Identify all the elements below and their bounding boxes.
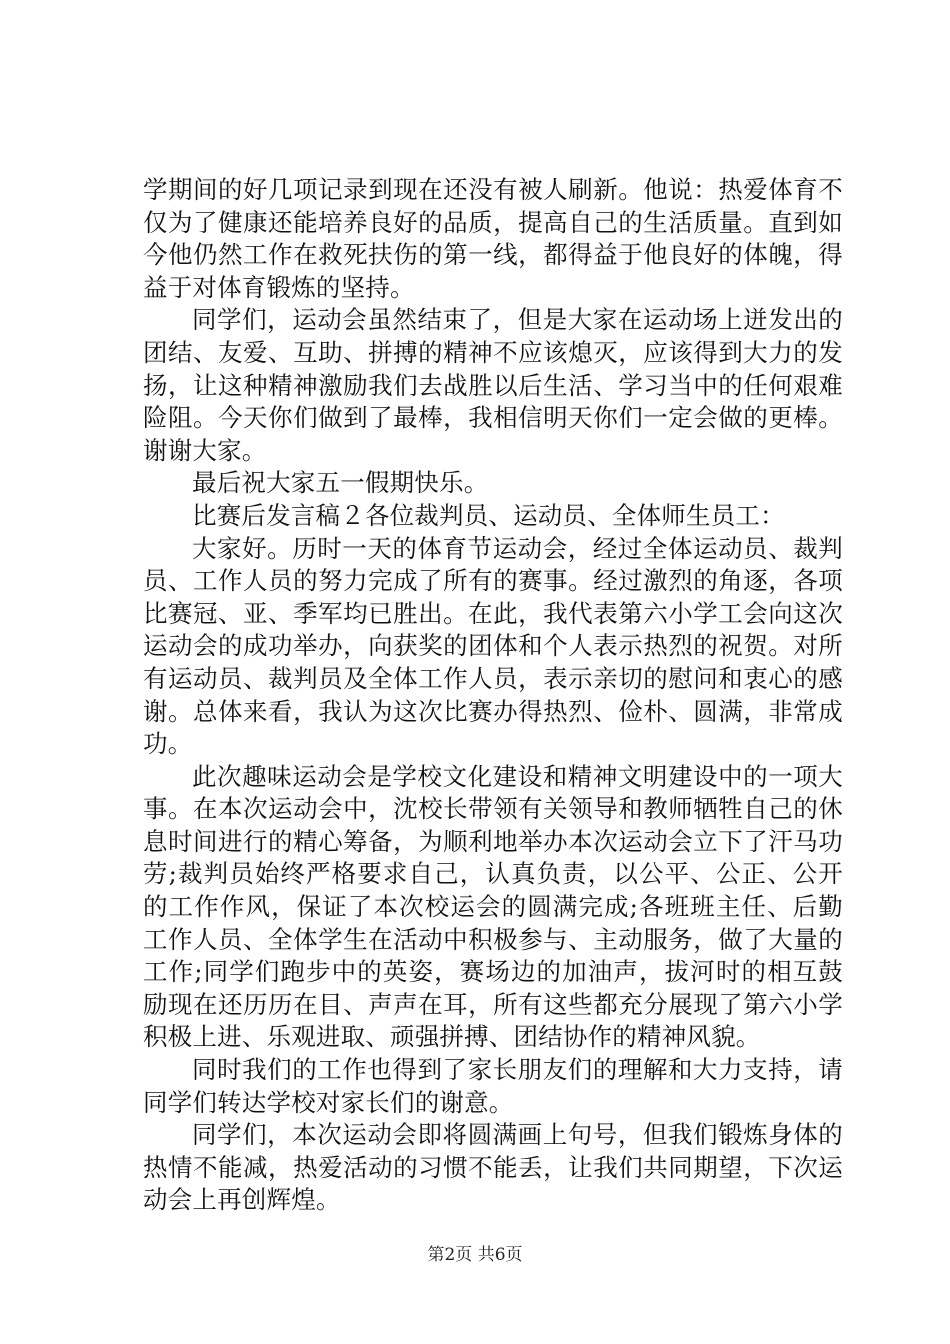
paragraph-8: 同学们，本次运动会即将圆满画上句号，但我们锻炼身体的热情不能减，热爱活动的习惯不能丢，让我们共同期望，下次运动会上再创辉煌。 <box>143 1120 843 1215</box>
paragraph-4: 比赛后发言稿２各位裁判员、运动员、全体师生员工： <box>192 500 785 530</box>
page-number-footer: 第2页 共6页 <box>427 1245 523 1265</box>
paragraph-3: 最后祝大家五一假期快乐。 <box>192 468 489 498</box>
paragraph-5: 大家好。历时一天的体育节运动会，经过全体运动员、裁判员、工作人员的努力完成了所有的赛事。经过激烈的角逐，各项比赛冠、亚、季军均已胜出。在此，我代表第六小学工会向这次运动会的成功举办，向获奖的团体和个人表示热烈的祝贺。对所有运动员、裁判员及全体工作人员，表示亲切的慰问和衷心的感谢。总体来看，我认为这次比赛办得热烈、俭朴、圆满，非常成功。 <box>143 533 843 759</box>
paragraph-1: 学期间的好几项记录到现在还没有被人刷新。他说：热爱体育不仅为了健康还能培养良好的品质，提高自己的生活质量。直到如今他仍然工作在救死扶伤的第一线，都得益于他良好的体魄，得益于对体育锻炼的坚持。 <box>143 175 843 302</box>
document-body <box>143 174 843 1217</box>
paragraph-7: 同时我们的工作也得到了家长朋友们的理解和大力支持，请同学们转达学校对家长们的谢意。 <box>143 1055 843 1117</box>
paragraph-6: 此次趣味运动会是学校文化建设和精神文明建设中的一项大事。在本次运动会中，沈校长带领有关领导和教师牺牲自己的休息时间进行的精心筹备，为顺利地举办本次运动会立下了汗马功劳;裁判员始终严格要求自己，认真负责，以公平、公正、公开的工作作风，保证了本次校运会的圆满完成;各班班主任、后勤工作人员、全体学生在活动中积极参与、主动服务，做了大量的工作;同学们跑步中的英姿，赛场边的加油声，拔河时的相互鼓励现在还历历在目、声声在耳，所有这些都充分展现了第六小学积极上进、乐观进取、顽强拼搏、团结协作的精神风貌。 <box>143 761 843 1052</box>
paragraph-2: 同学们，运动会虽然结束了，但是大家在运动场上迸发出的团结、友爱、互助、拼搏的精神不应该熄灭，应该得到大力的发扬，让这种精神激励我们去战胜以后生活、学习当中的任何艰难险阻。今天你们做到了最棒，我相信明天你们一定会做的更棒。谢谢大家。 <box>143 305 843 465</box>
